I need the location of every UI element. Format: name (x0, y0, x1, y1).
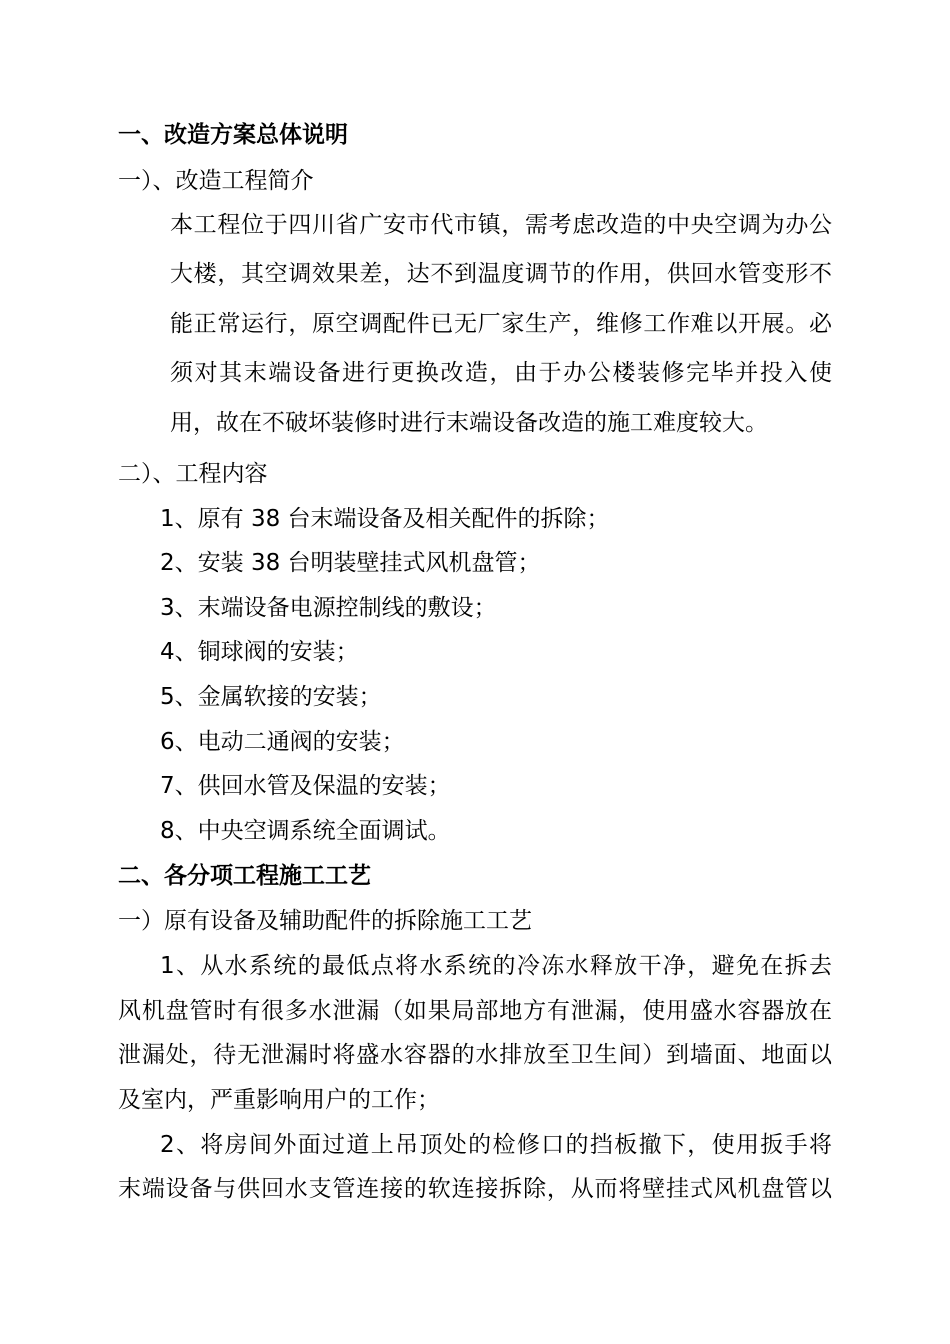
list-item-4: 4、铜球阀的安装； (160, 639, 359, 665)
subsection-1-2-heading: 二）、工程内容 (118, 461, 268, 487)
section-2-heading: 二、各分项工程施工工艺 (118, 863, 371, 889)
list-item-3: 3、末端设备电源控制线的敷设； (160, 595, 497, 621)
removal-p1-line-1: 1、从水系统的最低点将水系统的冷冻水释放干净，避免在拆去 (160, 953, 832, 979)
list-item-7: 7、供回水管及保温的安装； (160, 773, 451, 799)
intro-line-5: 用，故在不破坏装修时进行末端设备改造的施工难度较大。 (170, 410, 768, 436)
section-1-heading: 一、改造方案总体说明 (118, 122, 348, 148)
intro-line-4: 须对其末端设备进行更换改造，由于办公楼装修完毕并投入使 (170, 360, 832, 386)
removal-p2-line-1: 2、将房间外面过道上吊顶处的检修口的挡板撤下，使用扳手将 (160, 1132, 832, 1158)
removal-p1-line-2: 风机盘管时有很多水泄漏（如果局部地方有泄漏，使用盛水容器放在 (118, 998, 832, 1024)
removal-p1-line-4: 及室内，严重影响用户的工作； (118, 1087, 440, 1113)
subsection-1-1-heading: 一）、改造工程简介 (118, 168, 314, 194)
removal-p1-line-3: 泄漏处，待无泄漏时将盛水容器的水排放至卫生间）到墙面、地面以 (118, 1042, 832, 1068)
list-item-6: 6、电动二通阀的安装； (160, 729, 405, 755)
list-item-2: 2、安装 38 台明装壁挂式风机盘管； (160, 550, 541, 576)
intro-line-2: 大楼，其空调效果差，达不到温度调节的作用，供回水管变形不 (170, 261, 832, 287)
intro-line-1: 本工程位于四川省广安市代市镇，需考虑改造的中央空调为办公 (170, 212, 832, 238)
list-item-8: 8、中央空调系统全面调试。 (160, 818, 451, 844)
intro-line-3: 能正常运行，原空调配件已无厂家生产，维修工作难以开展。必 (170, 311, 832, 337)
removal-p2-line-2: 末端设备与供回水支管连接的软连接拆除，从而将壁挂式风机盘管以 (118, 1176, 832, 1202)
subsection-2-1-heading: 一）原有设备及辅助配件的拆除施工工艺 (118, 908, 532, 934)
list-item-1: 1、原有 38 台末端设备及相关配件的拆除； (160, 506, 610, 532)
list-item-5: 5、金属软接的安装； (160, 684, 382, 710)
